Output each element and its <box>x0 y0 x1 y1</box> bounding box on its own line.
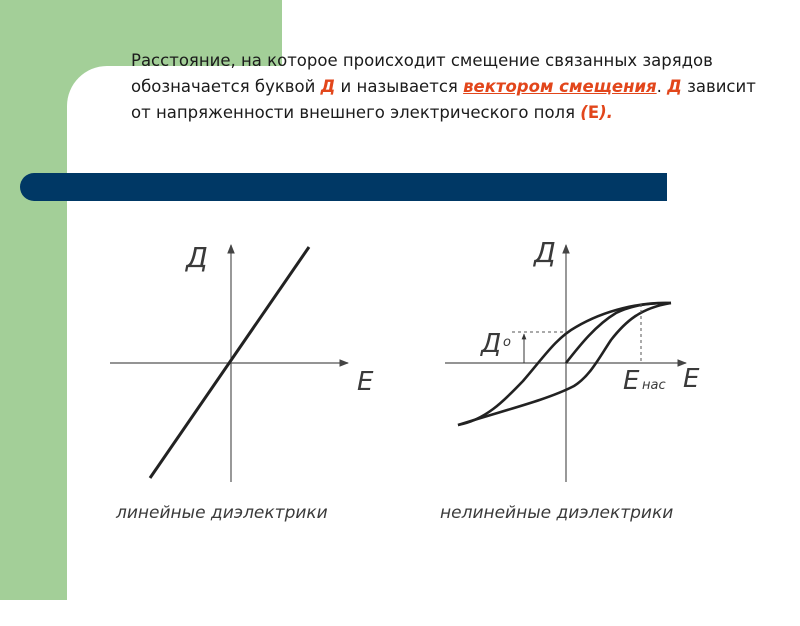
hysteresis-x-label: Е <box>683 364 700 394</box>
d-symbol-2: Д <box>667 77 682 96</box>
linear-caption: линейные диэлектрики <box>116 503 328 523</box>
linear-graph <box>110 241 374 482</box>
paragraph-text-1: Расстояние, на которое происходит смещение связанных зарядов обозначается буквой <box>131 51 713 96</box>
d-symbol-1: Д <box>320 77 336 96</box>
hysteresis-upper-branch <box>458 303 671 425</box>
paragraph-text-2: и называется <box>335 77 464 96</box>
linear-x-label: Е <box>357 367 374 397</box>
paragraph-text-3: . <box>656 77 668 96</box>
paragraph-text-4: зависит от напряженности внешнего электрического поля <box>131 77 756 122</box>
e-open-paren: ( <box>580 103 588 122</box>
e-close-paren: ). <box>599 103 613 122</box>
hysteresis-lower-branch <box>458 303 671 425</box>
d0-subscript: о <box>503 335 511 350</box>
d0-label: Д <box>481 329 502 359</box>
displacement-vector-term: вектором смещения <box>463 77 657 96</box>
linear-y-label: Д <box>186 241 208 274</box>
hysteresis-graph <box>445 236 700 482</box>
nonlinear-caption: нелинейные диэлектрики <box>440 503 674 523</box>
esat-label: Е <box>623 366 640 396</box>
esat-subscript: нас <box>642 378 666 393</box>
hysteresis-y-label: Д <box>534 236 556 269</box>
e-symbol: Е <box>587 103 600 122</box>
initial-magnetization-curve <box>566 303 671 363</box>
